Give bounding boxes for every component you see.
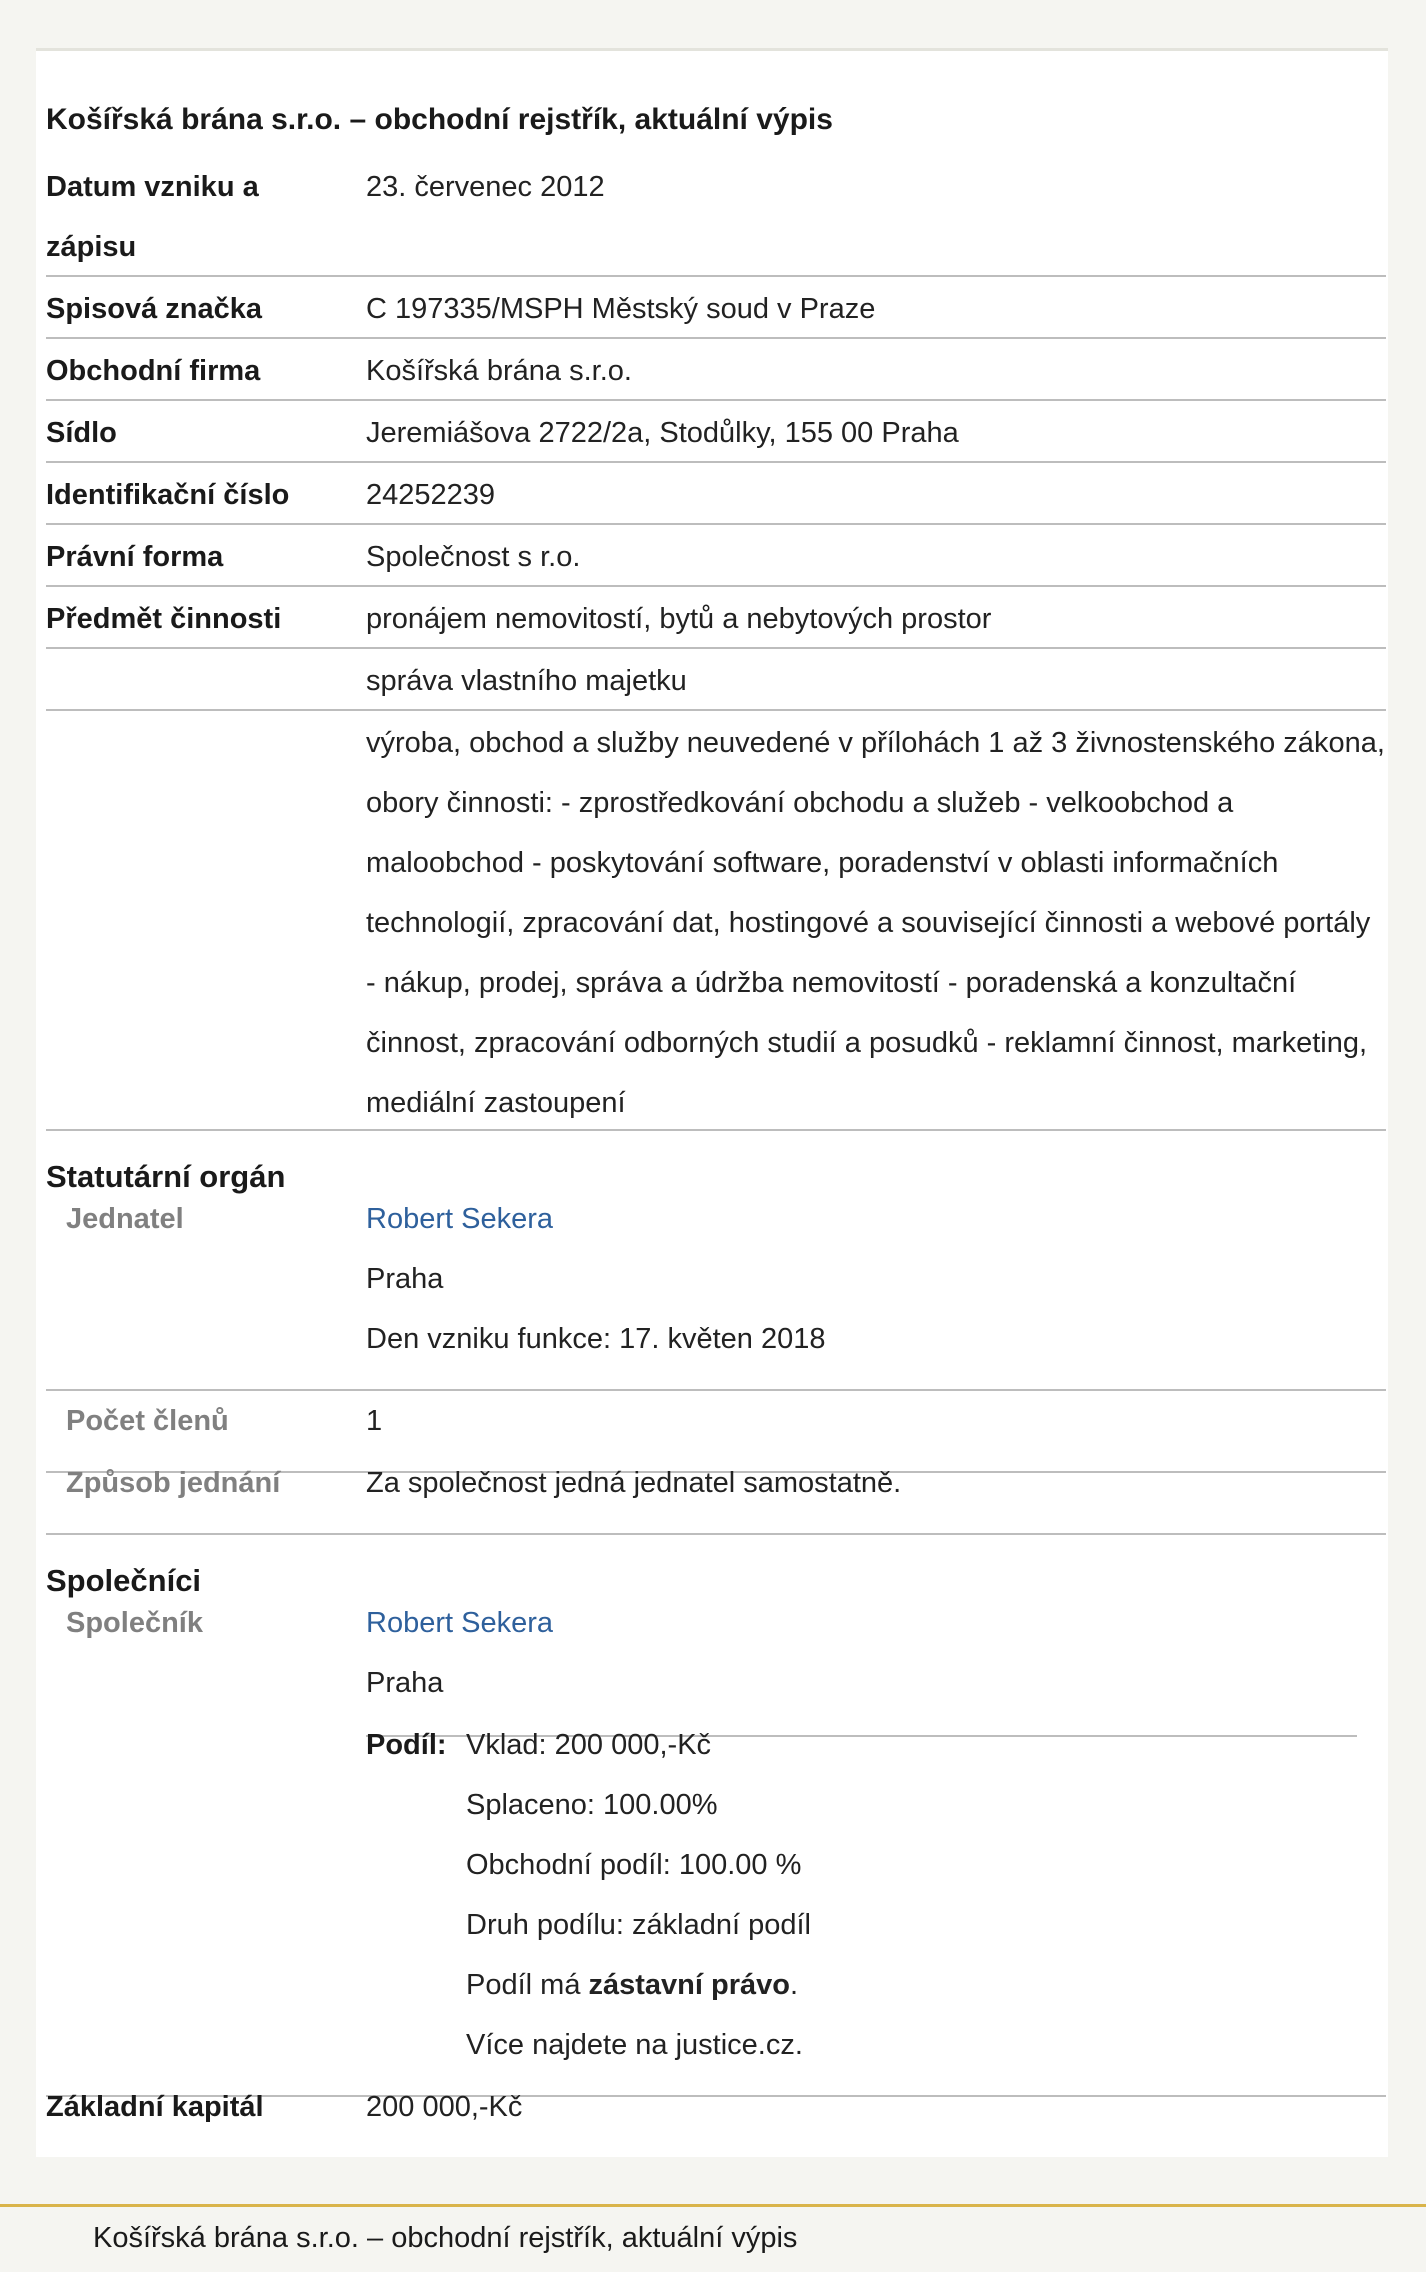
pocet-value: 1 (366, 1405, 383, 1437)
divider (46, 337, 1386, 339)
jednatel-city: Praha (366, 1263, 444, 1295)
divider (46, 709, 1386, 711)
registry-extract-card (36, 48, 1388, 2157)
footer-text: Košířská brána s.r.o. – obchodní rejstřík, aktuální výpis (93, 2222, 798, 2254)
podil-vice: Více najdete na justice.cz. (466, 2029, 803, 2061)
spolecnik-label: Společník (66, 1607, 203, 1639)
pocet-label: Počet členů (66, 1405, 229, 1437)
podil-vklad: Vklad: 200 000,-Kč (466, 1729, 712, 1761)
firma-label: Obchodní firma (46, 355, 261, 387)
datum-value: 23. červenec 2012 (366, 171, 605, 203)
statutarni-heading: Statutární orgán (46, 1159, 286, 1194)
divider (46, 585, 1386, 587)
podil-label: Podíl: (366, 1729, 447, 1761)
divider (46, 1533, 1386, 1535)
jednatel-name-link[interactable]: Robert Sekera (366, 1203, 553, 1235)
podil-zastava-suffix: . (789, 1969, 799, 2001)
footer-divider (0, 2204, 1426, 2207)
divider (46, 399, 1386, 401)
ico-value: 24252239 (366, 479, 496, 511)
podil-splaceno: Splaceno: 100.00% (466, 1789, 718, 1821)
predmet-item-2: správa vlastního majetku (366, 665, 687, 697)
forma-value: Společnost s r.o. (366, 541, 581, 573)
spisova-value: C 197335/MSPH Městský soud v Praze (366, 293, 876, 325)
kapital-label: Základní kapitál (46, 2091, 264, 2123)
sidlo-value: Jeremiášova 2722/2a, Stodůlky, 155 00 Praha (366, 417, 959, 449)
podil-obchodni: Obchodní podíl: 100.00 % (466, 1849, 802, 1881)
podil-druh: Druh podílu: základní podíl (466, 1909, 811, 1941)
spolecnik-city: Praha (366, 1667, 444, 1699)
predmet-item-1: pronájem nemovitostí, bytů a nebytových prostor (366, 603, 992, 635)
predmet-item-3: výroba, obchod a služby neuvedené v přílohách 1 až 3 živnostenského zákona, obory činnosti: - zprostředkování obchodu a služeb - velkoobchod a maloobchod - poskytování software, poradenství v oblasti informačních technologií, zpracování dat, hostingové a související činnosti a webové portály - nákup, prodej, správa a údržba nemovitostí - poradenská a konzultační činnost, zpracování odborných studií a posudků - reklamní činnost, marketing, mediální zastoupení (366, 727, 1385, 1119)
datum-label-line1: Datum vzniku a (46, 171, 259, 203)
forma-label: Právní forma (46, 541, 224, 573)
divider (46, 1389, 1386, 1391)
ico-label: Identifikační číslo (46, 479, 290, 511)
podil-zastava (466, 1955, 798, 2015)
spisova-label: Spisová značka (46, 293, 262, 325)
kapital-value: 200 000,-Kč (366, 2091, 523, 2123)
divider (46, 647, 1386, 649)
podil-zastava-prefix: Podíl má (466, 1969, 589, 2001)
sidlo-label: Sídlo (46, 417, 117, 449)
jednatel-since: Den vzniku funkce: 17. květen 2018 (366, 1323, 826, 1355)
jednatel-label: Jednatel (66, 1203, 184, 1235)
podil-zastava-bold: zástavní právo (588, 1969, 790, 2001)
divider (46, 523, 1386, 525)
divider (46, 1129, 1386, 1131)
zpusob-value: Za společnost jedná jednatel samostatně. (366, 1467, 902, 1499)
datum-label-line2: zápisu (46, 231, 137, 263)
divider (46, 275, 1386, 277)
spolecnici-heading: Společníci (46, 1563, 202, 1598)
divider (46, 461, 1386, 463)
page-title: Košířská brána s.r.o. – obchodní rejstřík, aktuální výpis (46, 103, 833, 136)
spolecnik-name-link[interactable]: Robert Sekera (366, 1607, 553, 1639)
firma-value: Košířská brána s.r.o. (366, 355, 632, 387)
zpusob-label: Způsob jednání (66, 1467, 281, 1499)
predmet-label: Předmět činnosti (46, 603, 282, 635)
